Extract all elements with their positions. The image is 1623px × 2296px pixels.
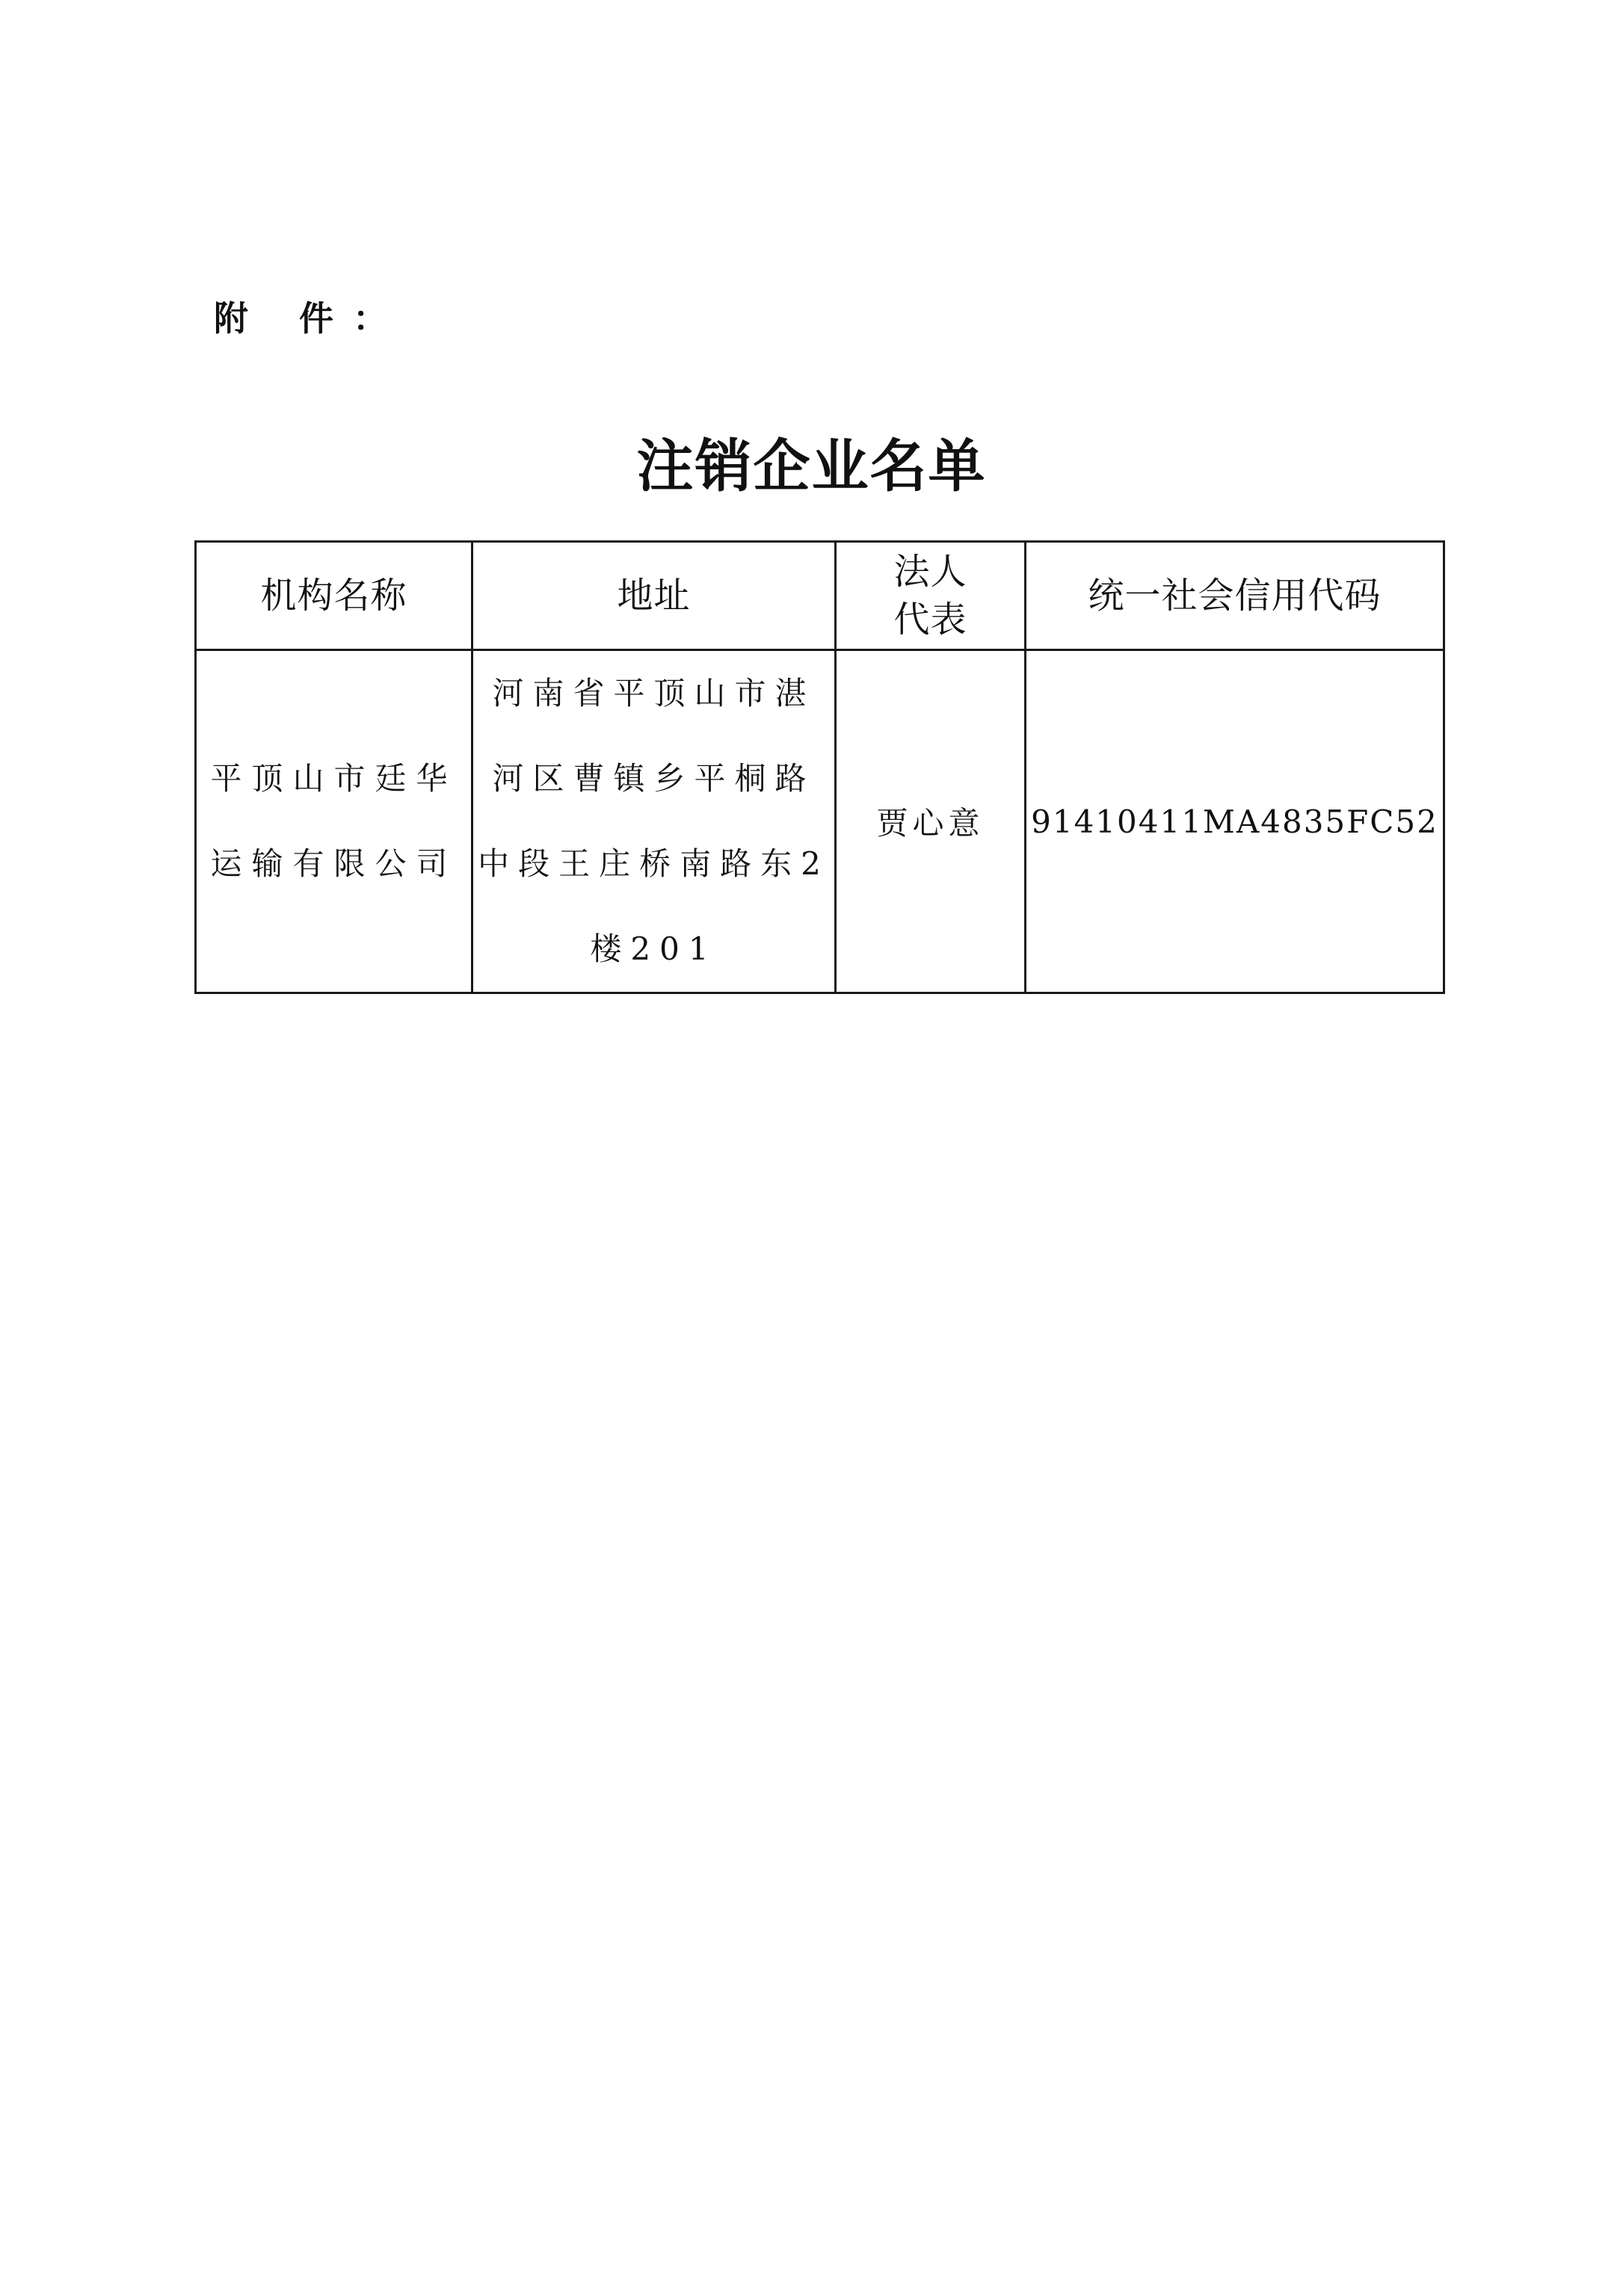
header-address: 地址 [472, 542, 836, 650]
cell-credit-code: 91410411MA4835FC52 [1026, 650, 1444, 993]
header-name: 机构名称 [196, 542, 472, 650]
table-row [196, 650, 1444, 993]
cell-legal-rep: 贾心意 [836, 650, 1026, 993]
cell-address: 河南省平顶山市湛河区曹镇乡平桐路中段王庄桥南路东2楼201 [472, 650, 836, 993]
header-legal-rep [836, 542, 1026, 650]
header-legal-rep-text: 法人代表 [893, 551, 967, 641]
attachment-label: 附 件： [214, 298, 407, 339]
cell-company-name: 平顶山市廷华运输有限公司 [196, 650, 472, 993]
header-credit-code: 统一社会信用代码 [1026, 542, 1444, 650]
document-title: 注销企业名单 [636, 433, 987, 499]
deregistered-companies-table [194, 540, 1445, 994]
table-header-row [196, 542, 1444, 650]
